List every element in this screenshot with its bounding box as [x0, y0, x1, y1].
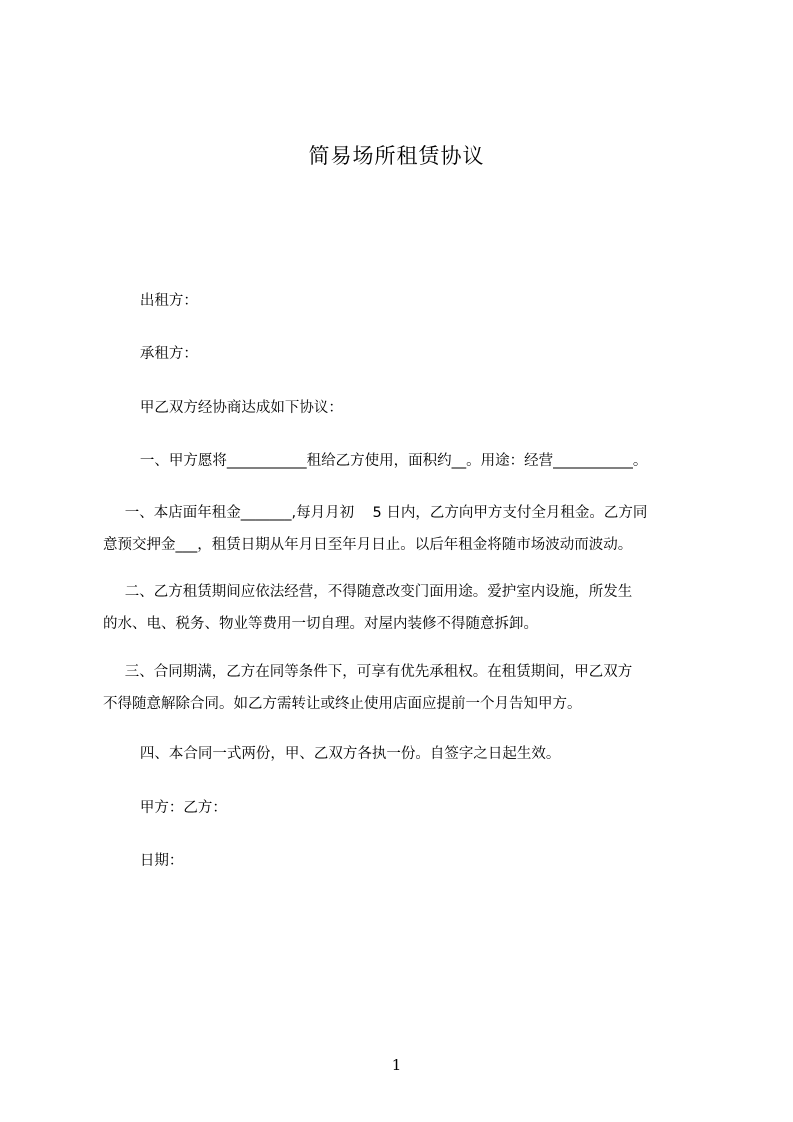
clause-3-line-1-text: 三、合同期满，乙方在同等条件下，可享有优先承租权。在租赁期间，甲乙双方 — [124, 664, 633, 680]
page-number: 1 — [391, 1056, 402, 1074]
document-title: 简易场所租赁协议 — [308, 144, 485, 168]
date-line-text: 日期： — [139, 853, 184, 869]
clause-4-text: 四、本合同一式两份，甲、乙双方各执一份。自签字之日起生效。 — [139, 746, 561, 762]
lessor-label — [103, 291, 703, 311]
clause-3-line-1 — [103, 656, 703, 688]
signature-line — [103, 798, 703, 818]
clause-rent-line-1 — [103, 497, 703, 529]
clause-3-line-2: 不得随意解除合同。如乙方需转让或终止使用店面应提前一个月告知甲方。 — [103, 696, 582, 712]
signature-line-text: 甲方：乙方： — [139, 800, 227, 816]
clause-2-line-2: 的水、电、税务、物业等费用一切自理。对屋内装修不得随意拆卸。 — [103, 616, 538, 632]
agreement-intro — [103, 398, 703, 418]
clause-1-text: 一、甲方愿将___________租给乙方使用，面积约__。用途：经营___________。 — [139, 453, 648, 469]
date-line — [103, 851, 703, 871]
clause-1 — [103, 451, 703, 471]
clause-2-line-1-text: 二、乙方租赁期间应依法经营，不得随意改变门面用途。爱护室内设施，所发生 — [124, 584, 633, 600]
clause-2 — [103, 576, 703, 640]
clause-3 — [103, 656, 703, 720]
clause-4 — [103, 744, 703, 764]
clause-rent — [103, 497, 703, 561]
clause-rent-line-1-text: 一、本店面年租金_______,每月月初 5 日内，乙方向甲方支付全月租金。乙方同 — [124, 505, 648, 521]
agreement-intro-text: 甲乙双方经协商达成如下协议： — [139, 400, 343, 416]
clause-2-line-1 — [103, 576, 703, 608]
lessee-label-text: 承租方： — [139, 346, 198, 362]
lessor-label-text: 出租方： — [139, 293, 198, 309]
clause-rent-line-2: 意预交押金___，租赁日期从年月日至年月日止。以后年租金将随市场波动而波动。 — [103, 537, 633, 553]
lessee-label — [103, 344, 703, 364]
